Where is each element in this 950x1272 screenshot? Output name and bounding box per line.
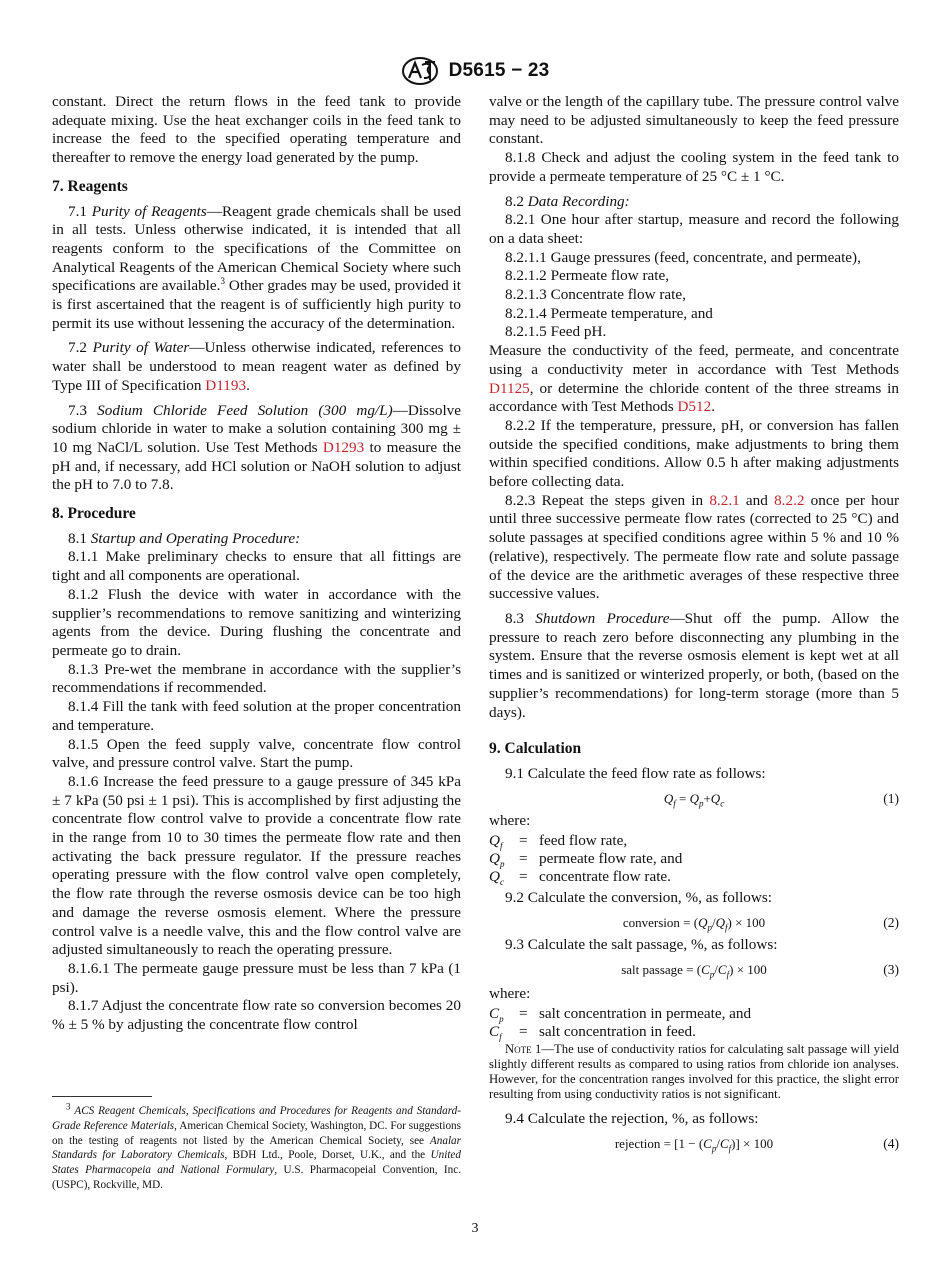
paragraph-9-4: 9.4 Calculate the rejection, %, as follows: [505, 1110, 759, 1128]
paragraph-8-1-6-1: 8.1.6.1 The permeate gauge pressure must be less than 7 kPa (1 psi). [52, 959, 461, 996]
equation-4-number: (4) [883, 1136, 899, 1152]
paragraph-8-1-7: 8.1.7 Adjust the concentrate flow rate so conversion becomes 20 % ± 5 % by adjusting the concentrate flow control [52, 997, 461, 1034]
paragraph-8-2-1-3: 8.2.1.3 Concentrate flow rate, [505, 286, 686, 304]
where-row: $Q_c$ = concentrate flow rate. [489, 867, 671, 887]
paragraph-8-1-4: 8.1.4 Fill the tank with feed solution at the proper concentration and temperature. [52, 698, 461, 734]
equation-4-body: rejection = $[1 - (C_p/C_f)] \times 100$ [614, 1136, 774, 1154]
paragraph-8-1-8: 8.1.8 Check and adjust the cooling system in the feed tank to provide a permeate temperature of 25 °C ± 1 °C. [489, 149, 899, 185]
link-8-2-2[interactable]: 8.2.2 [774, 491, 805, 509]
section-9-title: 9. Calculation [489, 740, 582, 758]
paragraph-8-1-2: 8.1.2 Flush the device with water in accordance with the supplier’s recommendations to remove sanitizing and winterizing agents from the device. During flushing the concentrate and permeate go to drain. [52, 585, 461, 659]
note-1: Note 1—The use of conductivity ratios for calculating salt passage will yield slightly different results as compared to using ratios from chloride ion analyses. However, for the concentration ranges involved for this practice, the slight error resulting from using conductivity ratios is not significant. [489, 1042, 899, 1102]
where-row: $Q_p$ = permeate flow rate, and [489, 849, 683, 869]
equation-3-body: salt passage = $(C_p/C_f) \times 100$ [621, 961, 767, 980]
right-column [489, 93, 899, 1157]
paragraph-8-1-5: 8.1.5 Open the feed supply valve, concentrate flow control valve, and pressure control valve. Start the pump. [52, 735, 461, 772]
paragraph-8-2-1-1: 8.2.1.1 Gauge pressures (feed, concentrate, and permeate), [505, 248, 861, 266]
equation-4 [489, 1131, 899, 1155]
where-row: $C_p$ = salt concentration in permeate, and [489, 1005, 752, 1025]
paragraph-8-2-2: 8.2.2 If the temperature, pressure, pH, or conversion has fallen outside the specified conditions, make adjustments to bring them within specified conditions. Allow 0.5 h after making adjustments before collecting data. [489, 416, 899, 491]
section-7-title: 7. Reagents [52, 177, 128, 195]
page-number: 3 [471, 1221, 479, 1236]
equation-1-number: (1) [883, 790, 899, 806]
equation-3 [489, 957, 899, 981]
where-list-1 [489, 832, 899, 885]
section-8-title: 8. Procedure [52, 505, 136, 523]
where-label-1: where: [489, 811, 531, 829]
equation-2-number: (2) [883, 914, 899, 930]
paragraph-9-1: 9.1 Calculate the feed flow rate as follows: [505, 764, 766, 782]
paragraph-8-1: 8.1 Startup and Operating Procedure: [68, 529, 301, 547]
link-8-2-1[interactable]: 8.2.1 [709, 491, 740, 509]
link-d1193[interactable]: D1193 [205, 376, 247, 394]
paragraph-8-2: 8.2 Data Recording: [505, 192, 630, 210]
paragraph-9-2: 9.2 Calculate the conversion, %, as follows: [505, 889, 772, 907]
paragraph-8-3: 8.3 Shutdown Procedure—Shut off the pump. Allow the pressure to reach zero before disconnecting any plumbing in the system. Ensure that the reverse osmosis element is kept wet at all times and is sanitized or winterized properly, or both, (based on the supplier’s recommendations) for long-term storage (more than 5 days). [489, 609, 900, 721]
paragraph-8-1-3: 8.1.3 Pre-wet the membrane in accordance with the supplier’s recommendations if recommended. [52, 660, 461, 697]
where-row: $Q_f$ = feed flow rate, [489, 832, 628, 852]
link-d1293[interactable]: D1293 [322, 438, 365, 456]
paragraph-8-2-3: 8.2.3 Repeat the steps given in 8.2.1 and 8.2.2 once per hour until three successive permeate flow rates (corrected to 25 °C) and solute passages at specified conditions agree within 5 % and 10 % (relative), respectively. The permeate flow rate and solute passage of the device are the arithmetic averages of these respective three successive values. [489, 491, 900, 603]
paragraph-9-3: 9.3 Calculate the salt passage, %, as follows: [505, 935, 778, 953]
link-d512[interactable]: D512 [677, 398, 712, 416]
paragraph-8-1-6: 8.1.6 Increase the feed pressure to a gauge pressure of 345 kPa ± 7 kPa (50 psi ± 1 psi). This is accomplished by first adjusting the concentrate flow control valve to provide a concentrate flow rate in the range from 10 to 30 times the permeate flow rate and then activating the back pressure regulator. If the pressure reaches operating pressure with the flow control valve open completely, the flow rate through the reverse osmosis device can be too high and damage the reverse osmosis element. Where the pressure control valve is a needle valve, this and the flow control valve are adjusted simultaneously to reach the operating pressure. [52, 772, 461, 959]
where-label-2: where: [489, 984, 531, 1002]
equation-1 [489, 786, 899, 810]
document-id: D5615 − 23 [448, 60, 550, 81]
page-header [0, 56, 950, 86]
paragraph-7-1: 7.1 Purity of Reagents—Reagent grade chemicals shall be used in all tests. Unless otherwise indicated, it is intended that all reagents conform to the specifications of the Committee on Analytical Reagents of the American Chemical Society where such specifications are available.$^3$ Other grades may be used, provided it is first ascertained that the reagent is of sufficiently high purity to permit its use without lessening the accuracy of the determination. [52, 202, 462, 332]
footnote-3: $^3$ ACS Reagent Chemicals, Specifications and Procedures for Reagents and Standard-Grade Reference Materials, American Chemical Society, Washington, DC. For suggestions on the testing of reagents not listed by the American Chemical Society, see Analar Standards for Laboratory Chemicals, BDH Ltd., Poole, Dorset, U.K., and the United States Pharmacopeia and National Formulary, U.S. Pharmacopeial Convention, Inc. (USPC), Rockville, MD. [52, 1101, 462, 1191]
paragraph-8-1-1: 8.1.1 Make preliminary checks to ensure that all fittings are tight and all components are operational. [52, 548, 461, 585]
where-list-2 [489, 1005, 899, 1040]
paragraph-continuation: constant. Direct the return flows in the feed tank to provide adequate mixing. Use the heat exchanger coils in the feed tank to increase the feed to the specified operating temperature and thereafter to remove the energy load generated by the pump. [52, 93, 461, 167]
equation-3-number: (3) [883, 961, 899, 977]
paragraph-8-2-1-4: 8.2.1.4 Permeate temperature, and [505, 304, 713, 322]
paragraph-8-2-1: 8.2.1 One hour after startup, measure and record the following on a data sheet: [489, 211, 899, 247]
paragraph-8-2-1-2: 8.2.1.2 Permeate flow rate, [505, 267, 670, 285]
paragraph-measure: Measure the conductivity of the feed, permeate, and concentrate using a conductivity meter in accordance with Test Methods D1125, or determine the chloride content of the three streams in accordance with Test Methods D512. [489, 342, 899, 416]
where-row: $C_f$ = salt concentration in feed. [489, 1022, 696, 1042]
paragraph-7-2: 7.2 Purity of Water—Unless otherwise indicated, references to water shall be understood to mean reagent water as defined by Type III of Specification D1193. [52, 339, 462, 394]
astm-logo-icon [401, 56, 439, 86]
footnote-divider [52, 1096, 152, 1097]
paragraph-8-2-1-5: 8.2.1.5 Feed pH. [505, 323, 607, 341]
paragraph-7-3: 7.3 Sodium Chloride Feed Solution (300 mg/L)—Dissolve sodium chloride in water to make a solution containing 300 mg ± 10 mg NaCl/L solution. Use Test Methods D1293 to measure the pH and, if necessary, add HCl solution or NaOH solution to adjust the pH to 7.0 to 7.8. [52, 401, 462, 494]
equation-2 [489, 910, 899, 934]
equation-2-body: conversion = $(Q_p/Q_f) \times 100$ [622, 914, 766, 933]
equation-1-body: $Q_f = Q_p+Q_c$ [663, 790, 725, 809]
paragraph-continuation-right: valve or the length of the capillary tube. The pressure control valve may need to be adjusted simultaneously to keep the feed pressure constant. [489, 93, 899, 148]
link-d1125[interactable]: D1125 [489, 379, 530, 397]
left-column [52, 93, 461, 1035]
